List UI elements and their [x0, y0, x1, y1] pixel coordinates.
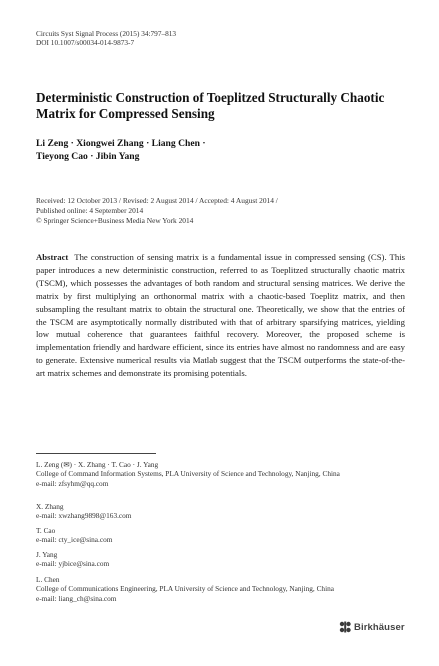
- footnote-divider: [36, 453, 156, 454]
- author-list: [36, 137, 396, 163]
- journal-reference: Circuits Syst Signal Process (2015) 34:797–813: [36, 29, 177, 38]
- affiliation-email: e-mail: zfsyhm@qq.com: [36, 478, 109, 488]
- affiliation-block-1: [36, 460, 406, 488]
- abstract-text: The construction of sensing matrix is a fundamental issue in compressed sensing (CS). This paper introduces a new deterministic construction, referred to as Toeplitzed structurally chaotic matrix (TSCM), which possesses the advantages of both random and structural sensing matrices. We derive the matrix by first multiplying an orthonormal matrix with a chaotic-based Toeplitz matrix, and then subsampling the resultant matrix to obtain the structural one. Theoretically, we show that the entries of the TSCM are asymptotically normally distributed with that of arbitrary sparsifying matrices, yielding low mutual coherence that guarantees faithful recovery. Moreover, the proposed scheme is implementation friendly and hardware efficient, since its entries have almost no randomness and are easy to generate. Extensive numerical results via Matlab suggest that the TSCM outperforms the state-of-the-art matrix schemes and demonstrate its promising potentials.: [36, 252, 406, 379]
- abstract: [36, 251, 405, 380]
- affiliation-names: T. Cao: [36, 526, 56, 535]
- affiliation-names: X. Zhang: [36, 502, 64, 511]
- copyright: © Springer Science+Business Media New York 2014: [36, 215, 194, 225]
- affiliation-names: L. Zeng (✉) · X. Zhang · T. Cao · J. Yang: [36, 460, 159, 469]
- affiliation-block-4: [36, 550, 406, 569]
- abstract-label: Abstract: [36, 252, 69, 262]
- publisher-name: Birkhäuser: [354, 621, 405, 633]
- received-dates: Received: 12 October 2013 / Revised: 2 August 2014 / Accepted: 4 August 2014 /: [36, 196, 278, 205]
- affiliation-org: College of Communications Engineering, PLA University of Science and Technology, Nanjing, China: [36, 584, 334, 594]
- paper-title: Deterministic Construction of Toeplitzed Structurally Chaotic Matrix for Compressed Sensing: [36, 90, 385, 121]
- publication-history: [36, 196, 406, 225]
- journal-citation: [36, 29, 176, 47]
- publisher-logo: [339, 621, 405, 633]
- doi: DOI 10.1007/s00034-014-9873-7: [36, 38, 135, 47]
- published-online: Published online: 4 September 2014: [36, 205, 144, 215]
- affiliation-block-2: [36, 502, 406, 521]
- author-line-2: Tieyong Cao · Jibin Yang: [36, 151, 140, 162]
- affiliation-email: e-mail: liang_ch@sina.com: [36, 593, 117, 603]
- affiliation-email: e-mail: xwzhang9898@163.com: [36, 511, 132, 521]
- birkhauser-logo-icon: [339, 621, 352, 633]
- affiliation-email: e-mail: yjbice@sina.com: [36, 559, 110, 569]
- affiliation-block-3: [36, 526, 406, 545]
- affiliation-org: College of Command Information Systems, PLA University of Science and Technology, Nanjing, China: [36, 469, 340, 479]
- affiliation-block-5: [36, 575, 406, 603]
- affiliation-names: L. Chen: [36, 575, 60, 584]
- author-line-1: Li Zeng · Xiongwei Zhang · Liang Chen ·: [36, 138, 206, 149]
- affiliation-email: e-mail: cty_ice@sina.com: [36, 535, 113, 545]
- affiliation-names: J. Yang: [36, 550, 58, 559]
